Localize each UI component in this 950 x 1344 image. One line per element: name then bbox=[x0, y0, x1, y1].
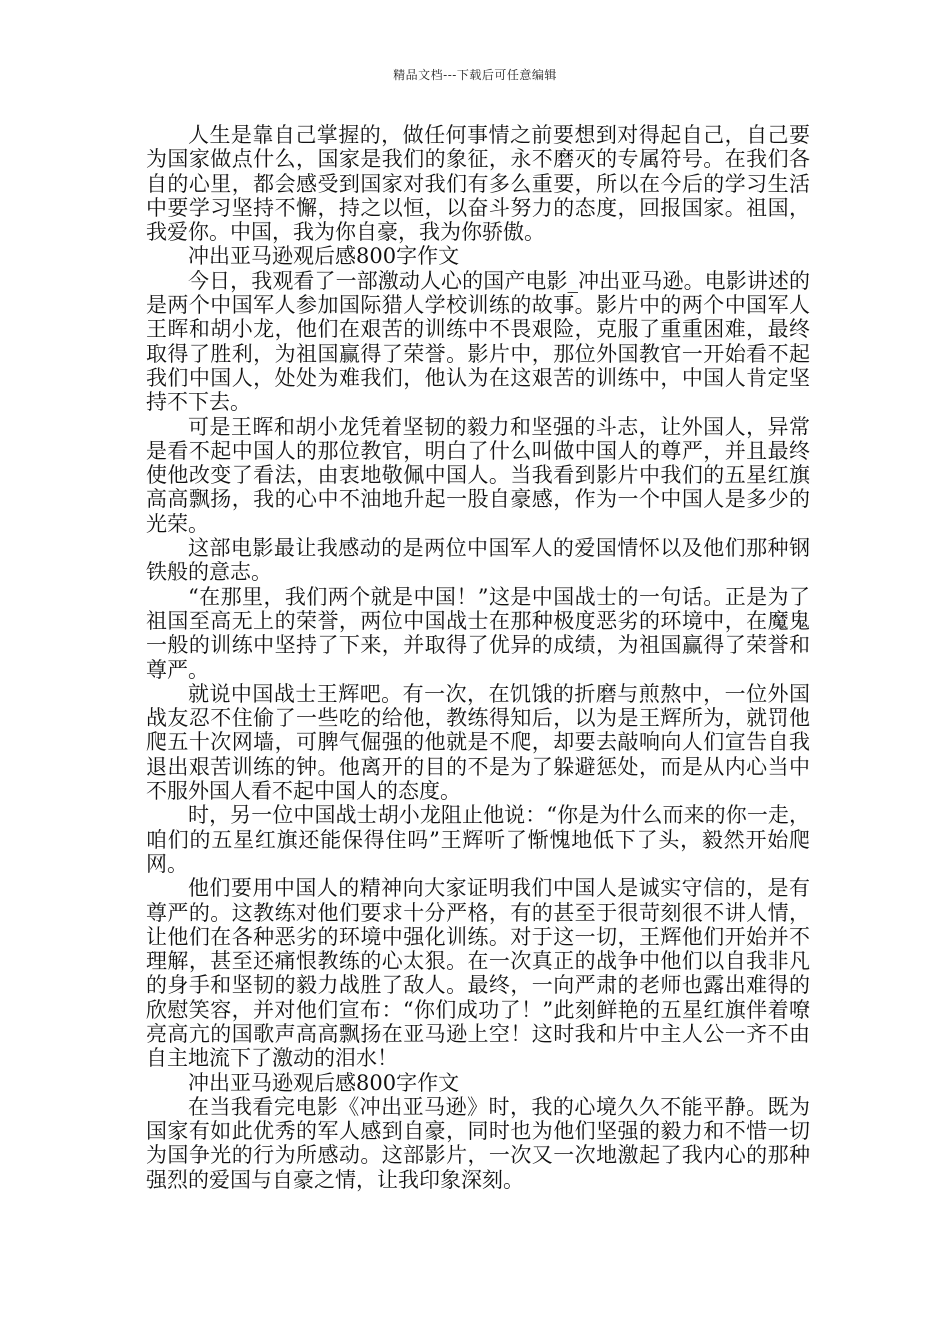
page-header: 精品文档---下载后可任意编辑 bbox=[393, 68, 557, 82]
paragraph: 时，另一位中国战士胡小龙阻止他说：“你是为什么而来的你一走，咱们的五星红旗还能保得住吗”王辉听了惭愧地低下了头，毅然开始爬网。 bbox=[146, 803, 810, 876]
section-title: 冲出亚马逊观后感800字作文 bbox=[188, 244, 460, 269]
paragraph: 在当我看完电影《冲出亚马逊》时，我的心境久久不能平静。既为国家有如此优秀的军人感到自豪，同时也为他们坚强的毅力和不惜一切为国争光的行为所感动。这部影片，一次又一次地激起了我内心的那种强烈的爱国与自豪之情，让我印象深刻。 bbox=[146, 1094, 810, 1192]
paragraph: 就说中国战士王辉吧。有一次，在饥饿的折磨与煎熬中，一位外国战友忍不住偷了一些吃的给他，教练得知后，以为是王辉所为，就罚他爬五十次网墙，可脾气倔强的他就是不爬，却要去敲响向人们宣告自我退出艰苦训练的钟。他离开的目的不是为了躲避惩处，而是从内心当中不服外国人看不起中国人的态度。 bbox=[146, 681, 810, 804]
paragraph: 今日，我观看了一部激动人心的国产电影_冲出亚马逊。电影讲述的是两个中国军人参加国际猎人学校训练的故事。影片中的两个中国军人王晖和胡小龙，他们在艰苦的训练中不畏艰险，克服了重重困难，最终取得了胜利，为祖国赢得了荣誉。影片中，那位外国教官一开始看不起我们中国人，处处为难我们，他认为在这艰苦的训练中，中国人肯定坚持不下去。 bbox=[146, 268, 810, 415]
section-title: 冲出亚马逊观后感800字作文 bbox=[188, 1070, 460, 1095]
paragraph: 人生是靠自己掌握的，做任何事情之前要想到对得起自己，自己要为国家做点什么，国家是我们的象征，永不磨灭的专属符号。在我们各自的心里，都会感受到国家对我们有多么重要，所以在今后的学习生活中要学习坚持不懈，持之以恒，以奋斗努力的态度，回报国家。祖国，我爱你。中国，我为你自豪，我为你骄傲。 bbox=[146, 123, 810, 245]
paragraph: 这部电影最让我感动的是两位中国军人的爱国情怀以及他们那种钢铁般的意志。 bbox=[146, 536, 810, 585]
paragraph: 他们要用中国人的精神向大家证明我们中国人是诚实守信的，是有尊严的。这教练对他们要求十分严格，有的甚至于很苛刻很不讲人情，让他们在各种恶劣的环境中强化训练。对于这一切，王辉他们开始并不理解，甚至还痛恨教练的心太狠。在一次真正的战争中他们以自我非凡的身手和坚韧的毅力战胜了敌人。最终，一向严肃的老师也露出难得的欣慰笑容，并对他们宣布：“你们成功了！”此刻鲜艳的五星红旗伴着嘹亮高亢的国歌声高高飘扬在亚马逊上空！这时我和片中主人公一齐不由自主地流下了激动的泪水！ bbox=[146, 876, 810, 1071]
paragraph: “在那里，我们两个就是中国！”这是中国战士的一句话。正是为了祖国至高无上的荣誉，两位中国战士在那种极度恶劣的环境中，在魔鬼一般的训练中坚持了下来，并取得了优异的成绩，为祖国赢得了荣誉和尊严。 bbox=[146, 584, 810, 682]
document-body bbox=[146, 123, 810, 1192]
paragraph: 可是王晖和胡小龙凭着坚韧的毅力和坚强的斗志，让外国人，异常是看不起中国人的那位教官，明白了什么叫做中国人的尊严，并且最终使他改变了看法，由衷地敬佩中国人。当我看到影片中我们的五星红旗高高飘扬，我的心中不油地升起一股自豪感，作为一个中国人是多少的光荣。 bbox=[146, 414, 810, 536]
